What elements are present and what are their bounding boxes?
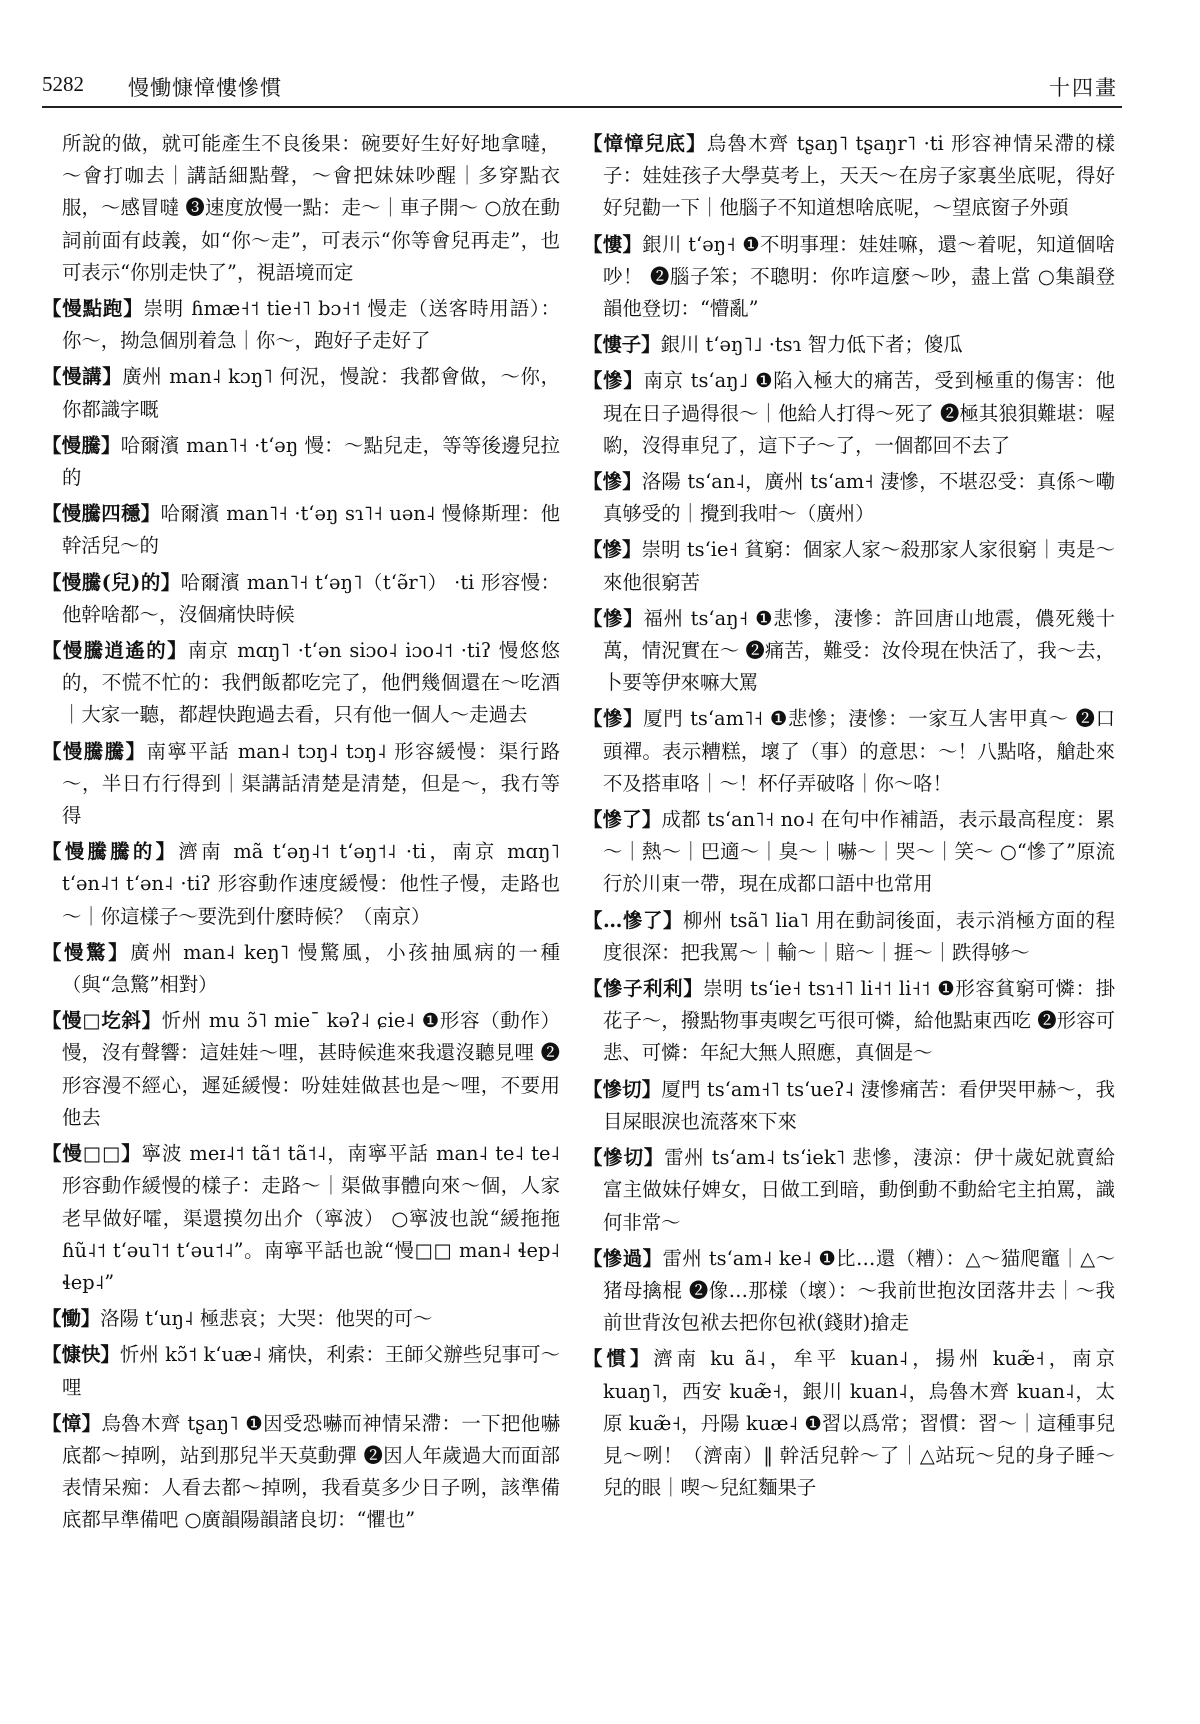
dictionary-entry <box>583 603 1115 700</box>
entry-headword: 【慘】 <box>583 470 642 494</box>
entry-text: 洛陽 tsʻan˨，廣州 tsʻam˧ 淒慘，不堪忍受：真係～嘞真够受的｜攪到我咁～（廣州） <box>603 470 1115 526</box>
entry-text: 濟南 mã tʻəŋ˨˦ tʻəŋ˦˨ ·ti，南京 mɑŋ˥ tʻən˨˦ tʻən˨ ·tiʔ 形容動作速度緩慢：他性子慢，走路也～｜你這樣子～要洗到什麼時候？（南京） <box>62 840 560 928</box>
dictionary-entry <box>583 1343 1115 1504</box>
dictionary-entry <box>42 1339 560 1403</box>
dictionary-entry <box>583 365 1115 462</box>
dictionary-entry <box>583 703 1115 800</box>
entry-text: 崇明 tsʻie˧ 貧窮：個家人家～殺那家人家很窮｜夷是～來他很窮苦 <box>603 538 1115 594</box>
entry-text: 南京 tsʻaŋ˩ ❶陷入極大的痛苦，受到極重的傷害：他現在日子過得很～｜他給人打得～死了 ❷極其狼狽難堪：喔喲，沒得車兒了，這下子～了，一個都回不去了 <box>603 369 1115 457</box>
dictionary-entry <box>583 973 1115 1070</box>
entry-text: 銀川 tʻəŋ˥˩ ·tsɿ 智力低下者；傻瓜 <box>660 333 963 357</box>
dictionary-entry <box>583 1142 1115 1239</box>
dictionary-entry <box>42 836 560 933</box>
entry-text: 濟南 ku ã˨，牟平 kuan˨，揚州 kuæ̃˧，南京 kuaŋ˥，西安 kuæ̃˧，銀川 kuan˨，烏魯木齊 kuan˨，太原 kuæ̃˧，丹陽 kuæ˨ ❶習以爲常；習慣：習～｜這種事兒見～咧！（濟南）‖ 幹活兒幹～了｜△站玩～兒的身子睡～兒的眼｜喫～兒紅麵果子 <box>603 1347 1115 1500</box>
entry-headword: 【慢騰四穩】 <box>42 502 161 526</box>
dictionary-entry <box>42 1005 560 1134</box>
entry-headword: 【慢□□】 <box>42 1142 142 1166</box>
dictionary-entry <box>583 534 1115 598</box>
entry-text: 雷州 tsʻam˨ ke˨ ❶比…還（糟）：△～猫爬竈｜△～猪母擒棍 ❷像…那樣（壞）：～我前世抱汝囝落井去｜～我前世背汝包袱去把你包袱(錢財)搶走 <box>603 1246 1115 1335</box>
entry-text: 忻州 kɔ̃˦ kʻuæ˨ 痛快，利索：王師父辦些兒事可～哩 <box>62 1343 560 1399</box>
dictionary-entry <box>42 293 560 357</box>
entry-headword: 【…慘了】 <box>583 908 683 932</box>
entry-text: 厦門 tsʻam˧˥ tsʻueʔ˨ 淒慘痛苦：看伊哭甲赫～，我目屎眼淚也流落來下來 <box>603 1077 1115 1133</box>
dictionary-entry <box>583 229 1115 326</box>
right-column <box>583 128 1115 1724</box>
entry-headword: 【慘切】 <box>583 1146 665 1170</box>
entry-text: 南寧平話 man˨ tɔŋ˨ tɔŋ˨ 形容緩慢：渠行路～，半日冇行得到｜渠講話清楚是清楚，但是～，我冇等得 <box>62 739 560 828</box>
page-header <box>42 72 1122 106</box>
entry-headword: 【慢騰】 <box>42 433 121 457</box>
entry-text: 所說的做，就可能產生不良後果：碗要好生好好地拿噠，～會打咖去｜講話細點聲，～會把妹妹吵醒｜多穿點衣服，～感冒噠 ❸速度放慢一點：走～｜車子開～ ○放在動詞前面有歧義，如“你～走”，可表示“你等會兒再走”，也可表示“你別走快了”，視語境而定 <box>62 132 560 284</box>
entry-text: 南京 mɑŋ˥ ·tʻən siɔo˨ iɔo˨˦ ·tiʔ 慢悠悠的，不慌不忙的：我們飯都吃完了，他們幾個還在～吃酒｜大家一聽，都趕快跑過去看，只有他一個人～走過去 <box>62 639 560 727</box>
entry-headword: 【慘】 <box>583 707 644 731</box>
entry-headword: 【慞慞兒底】 <box>583 132 707 155</box>
dictionary-entry <box>42 361 560 425</box>
dictionary-entry <box>42 937 560 1001</box>
entry-text: 厦門 tsʻam˥˧ ❶悲慘；淒慘：一家互人害甲真～ ❷口頭禪。表示糟糕，壞了（事）的意思：～！八點咯，艙赴來不及搭車咯｜～！杯仔弄破咯｜你～咯！ <box>603 707 1115 795</box>
dictionary-entry <box>583 1074 1115 1138</box>
entry-headword: 【慢騰逍遙的】 <box>42 639 188 663</box>
entry-headword: 【慢點跑】 <box>42 297 144 321</box>
dictionary-entry <box>42 1138 560 1299</box>
entry-text: 哈爾濱 man˥˧ ·tʻəŋ 慢：～點兒走，等等後邊兒拉的 <box>62 433 560 490</box>
dictionary-entry <box>42 430 560 494</box>
entry-text: 洛陽 tʻuŋ˨ 極悲哀；大哭：他哭的可～ <box>100 1307 433 1331</box>
dictionary-entry <box>42 1303 560 1335</box>
entry-text: 哈爾濱 man˥˧ ·tʻəŋ sɿ˥˧ uən˨ 慢條斯理：他幹活兒～的 <box>62 502 560 558</box>
entry-text: 雷州 tsʻam˨ tsʻiek˥ 悲慘，淒涼：伊十歲妃就賣給富主做妹仔婢女，日做工到暗，動倒動不動給宅主拍罵，識何非常～ <box>603 1146 1115 1234</box>
entry-headword: 【慘切】 <box>583 1077 662 1101</box>
entry-headword: 【慟】 <box>42 1307 101 1331</box>
entry-headword: 【慺】 <box>583 232 643 256</box>
entry-headword: 【慣】 <box>583 1347 654 1371</box>
entry-text: 廣州 man˨ keŋ˥ 慢驚風，小孩抽風病的一種（與“急驚”相對） <box>62 940 560 997</box>
entry-text: 崇明 tsʻie˧ tsɿ˧˥ li˧˦ li˧˦ ❶形容貧窮可憐：掛花子～，撥點物事夷喫乞丐很可憐，給他點東西吃 ❷形容可悲、可憐：年紀大無人照應，真個是～ <box>603 977 1115 1065</box>
left-column <box>42 128 560 1724</box>
entry-headword: 【慘】 <box>583 538 642 562</box>
entry-text: 哈爾濱 man˥˧ tʻəŋ˥（tʻə̃r˥） ·ti 形容慢：他幹啥都～，沒個痛快時候 <box>62 570 560 626</box>
entry-text: 寧波 meɪ˨˦ tã˦ tã˦˨，南寧平話 man˨ te˨ te˨ 形容動作緩慢的樣子：走路～｜渠做事體向來～個，人家老早做好嚯，渠還摸勿出介（寧波） ○寧波也說“緩拖拖 ɦũ˨˦ tʻəu˥˦ tʻəu˦˨”。南寧平話也說“慢□□ man˨ ɬep˨ ɬep˨” <box>62 1142 560 1294</box>
entry-text: 成都 tsʻan˥˧ no˨ 在句中作補語，表示最高程度：累～｜熱～｜巴適～｜臭～｜嚇～｜哭～｜笑～ ○“慘了”原流行於川東一帶，現在成都口語中也常用 <box>603 808 1115 896</box>
dictionary-entry <box>583 804 1115 901</box>
page-number: 5282 <box>42 72 84 96</box>
dictionary-entry <box>42 635 560 732</box>
entry-headword: 【慞】 <box>42 1411 102 1435</box>
header-rule <box>42 106 1122 108</box>
entry-text: 福州 tsʻaŋ˧ ❶悲慘，淒慘：許回唐山地震，儂死幾十萬，情況實在～ ❷痛苦，難受：汝伶現在快活了，我～去，卜要等伊來嘛大罵 <box>603 606 1115 695</box>
entry-headword: 【慘】 <box>583 369 644 393</box>
dictionary-entry <box>583 329 1115 361</box>
dictionary-entry <box>42 1408 560 1537</box>
entry-text: 銀川 tʻəŋ˧ ❶不明事理：娃娃嘛，還～着呢，知道個啥吵！ ❷腦子笨；不聰明：你咋這麼～吵，盡上當 ○集韻登韻他登切：“懵亂” <box>603 232 1115 321</box>
entry-text: 廣州 man˨ kɔŋ˥ 何況，慢說：我都會做，～你，你都識字嘅 <box>62 365 560 421</box>
dictionary-entry <box>583 128 1115 225</box>
entry-headword: 【慷快】 <box>42 1343 120 1367</box>
entry-headword: 【慘了】 <box>583 808 662 832</box>
dictionary-entry <box>583 466 1115 530</box>
entry-text: 崇明 ɦmæ˧˦ tie˧˥ bɔ˧˦ 慢走（送客時用語）：你～，拗急個別着急｜你～，跑好子走好了 <box>62 297 560 353</box>
entry-headword: 【慢講】 <box>42 365 123 389</box>
entry-headword: 【慢騰騰】 <box>42 739 147 763</box>
section-label: 十四畫 <box>1049 76 1118 100</box>
entry-headword: 【慘】 <box>583 606 644 630</box>
entry-text: 柳州 tsã˥ lia˥ 用在動詞後面，表示消極方面的程度很深：把我罵～｜輸～｜賠～｜捱～｜跌得够～ <box>603 908 1115 964</box>
entry-continuation <box>42 128 560 289</box>
dictionary-entry <box>42 736 560 833</box>
entry-headword: 【慢騰(兒)的】 <box>42 570 181 594</box>
running-head-characters: 慢慟慷慞慺慘慣 <box>128 76 282 100</box>
entry-text: 忻州 mu ɔ̃˥ mieˉ kəʔ˨ ɕie˨ ❶形容（動作）慢，沒有聲響：這娃娃～哩，甚時候進來我還沒聽見哩 ❷形容漫不經心，遲延緩慢：吩娃娃做甚也是～哩，不要用他去 <box>62 1009 560 1129</box>
entry-headword: 【慘子利利】 <box>583 977 704 1001</box>
entry-headword: 【慺子】 <box>583 333 661 357</box>
dictionary-entry <box>583 905 1115 969</box>
dictionary-entry <box>42 567 560 631</box>
entry-headword: 【慘過】 <box>583 1246 663 1270</box>
dictionary-entry <box>583 1243 1115 1340</box>
entry-headword: 【慢騰騰的】 <box>42 840 179 864</box>
entry-text: 烏魯木齊 tʂaŋ˥ ❶因受恐嚇而神情呆滯：一下把他嚇底都～掉咧，站到那兒半天莫動彈 ❷因人年歲過大而面部表情呆痴：人看去都～掉咧，我看莫多少日子咧，該準備底都早準備吧 ○廣韻陽韻諸良切：“懼也” <box>62 1411 560 1532</box>
dictionary-entry <box>42 498 560 562</box>
entry-headword: 【慢驚】 <box>42 940 131 964</box>
entry-headword: 【慢□圪斜】 <box>42 1009 162 1033</box>
entry-text: 烏魯木齊 tʂaŋ˥ tʂaŋr˥ ·ti 形容神情呆滯的樣子：娃娃孩子大學莫考上，天天～在房子家裏坐底呢，得好好兒勸一下｜他腦子不知道想啥底呢，～望底窗子外頭 <box>603 132 1115 220</box>
